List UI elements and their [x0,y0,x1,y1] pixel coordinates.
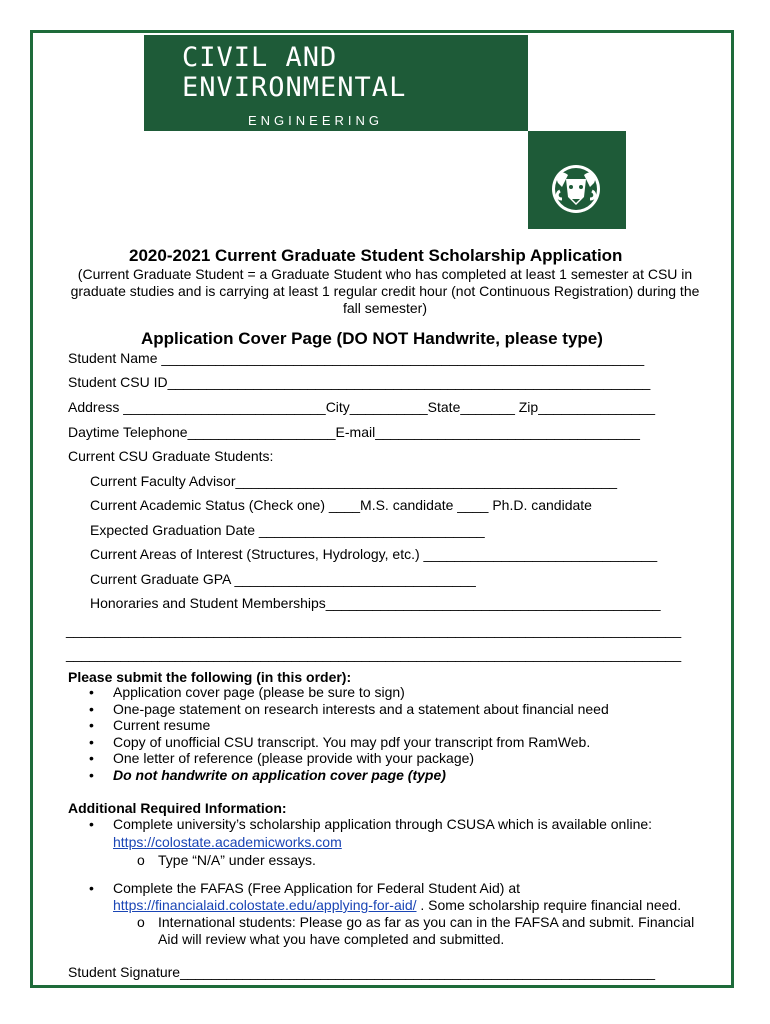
grad-students-label: Current CSU Graduate Students: [68,448,274,464]
logo-line-3: ENGINEERING [248,113,384,128]
bullet: • [89,750,94,766]
submit-item-3: Current resume [113,717,211,733]
additional-sub-2-line-1: International students: Please go as far as you can in the FAFSA and submit. Financial [158,914,695,930]
bullet: • [89,880,94,896]
additional-item-1: Complete university’s scholarship application through CSUSA which is available online: [113,816,653,832]
student-id-field[interactable]: Student CSU ID______________________________________________________________ [68,374,651,390]
financial-aid-tail: . Some scholarship require financial need. [416,897,682,913]
logo-line-2: ENVIRONMENTAL [182,72,407,103]
blank-line-1[interactable]: _______________________________________________________________________________ [66,622,682,638]
bullet: • [89,767,94,783]
department-logo-banner [144,35,528,131]
academicworks-link[interactable]: https://colostate.academicworks.com [113,834,342,850]
advisor-field[interactable]: Current Faculty Advisor_________________________________________________ [90,473,618,489]
graduation-date-field[interactable]: Expected Graduation Date _____________________________ [90,522,485,538]
bullet: • [89,717,94,733]
submit-item-5: One letter of reference (please provide with your package) [113,750,475,766]
honoraries-field[interactable]: Honoraries and Student Memberships___________________________________________ [90,595,661,611]
address-field[interactable]: Address __________________________City__________State_______ Zip_______________ [68,399,655,415]
financial-aid-line [113,897,681,914]
financial-aid-link[interactable]: https://financialaid.colostate.edu/applying-for-aid/ [113,897,417,913]
submit-heading: Please submit the following (in this order): [68,669,352,685]
additional-heading: Additional Required Information: [68,800,287,816]
submit-item-4: Copy of unofficial CSU transcript. You may pdf your transcript from RamWeb. [113,734,591,750]
cover-page-title: Application Cover Page (DO NOT Handwrite, please type) [141,329,603,348]
application-subtitle: (Current Graduate Student = a Graduate Student who has completed at least 1 semester at CSU in graduate studies and is carrying at least 1 regular credit hour (not Continuous Registration) during the fall semester) [70,266,700,316]
phone-email-field[interactable]: Daytime Telephone___________________E-mail__________________________________ [68,424,640,440]
gpa-field[interactable]: Current Graduate GPA _______________________________ [90,571,476,587]
application-title: 2020-2021 Current Graduate Student Scholarship Application [129,246,623,265]
student-signature-field[interactable]: Student Signature_____________________________________________________________ [68,964,656,980]
sub-bullet: o [137,852,145,868]
additional-sub-1: Type “N/A” under essays. [158,852,316,868]
additional-item-2: Complete the FAFAS (Free Application for Federal Student Aid) at [113,880,520,896]
blank-line-2[interactable]: _______________________________________________________________________________ [66,646,682,662]
ram-logo-box [528,131,626,229]
submit-item-1: Application cover page (please be sure to sign) [113,684,405,700]
ram-head-icon [528,131,626,229]
bullet: • [89,684,94,700]
logo-line-1: CIVIL AND [182,42,338,73]
submit-item-6: Do not handwrite on application cover page (type) [113,767,446,783]
interests-field[interactable]: Current Areas of Interest (Structures, Hydrology, etc.) ______________________________ [90,546,658,562]
student-name-field[interactable]: Student Name ______________________________________________________________ [68,350,645,366]
sub-bullet: o [137,914,145,930]
submit-item-2: One-page statement on research interests and a statement about financial need [113,701,609,717]
bullet: • [89,734,94,750]
bullet: • [89,816,94,832]
academic-status-field[interactable]: Current Academic Status (Check one) ____M.S. candidate ____ Ph.D. candidate [90,497,592,513]
bullet: • [89,701,94,717]
additional-sub-2-line-2: Aid will review what you have completed and submitted. [158,931,505,947]
